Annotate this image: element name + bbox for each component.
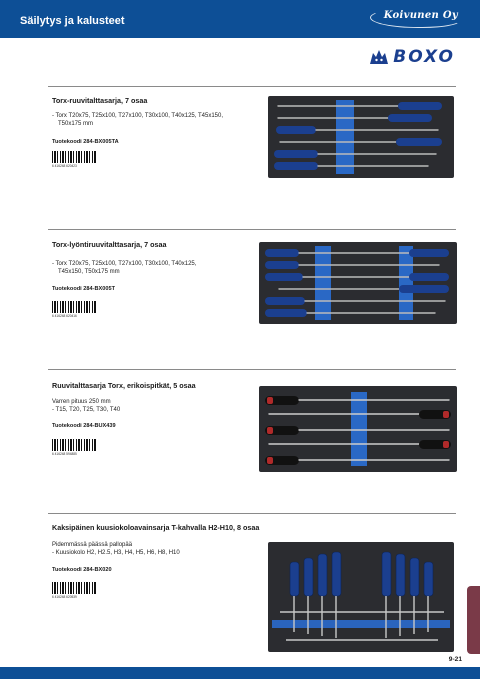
barcode-bars [52, 151, 96, 163]
product-code: Tuotekoodi 284-BX005T [52, 286, 115, 292]
barcode [52, 301, 96, 321]
divider [48, 229, 456, 230]
product-title: Torx-lyöntiruuvitalttasarja, 7 osaa [52, 240, 167, 249]
barcode-bars [52, 439, 96, 451]
desc-line: Varren pituus 250 mm [52, 399, 111, 405]
product-title: Kaksipäinen kuusiokoloavainsarja T-kahvalla H2-H10, 8 osaa [52, 523, 260, 532]
chapter-tab [467, 586, 480, 654]
barcode-number: 6 416248 620416 [52, 314, 77, 318]
barcode [52, 439, 96, 459]
product-description [52, 112, 223, 128]
desc-line: - Torx T20x75, T25x100, T27x100, T30x100, T40x125, [52, 261, 197, 267]
barcode-number: 6 416248 594885 [52, 452, 77, 456]
barcode [52, 151, 96, 171]
koivunen-logo: Koivunen Oy [383, 10, 458, 21]
barcode-number: 6 416248 620423 [52, 164, 77, 168]
footer-bar [0, 667, 480, 679]
desc-line: Pidemmässä päässä pallopää [52, 542, 133, 548]
divider [48, 513, 456, 514]
product-image-long-torx-set [259, 386, 457, 472]
desc-line: - T15, T20, T25, T30, T40 [52, 407, 121, 414]
desc-line: T45x150, T50x175 mm [58, 269, 120, 276]
product-image-hex-key-set [268, 542, 454, 652]
desc-line: T50x175 mm [58, 121, 94, 128]
product-image-impact-set [259, 242, 457, 324]
section-title: Säilytys ja kalusteet [20, 15, 125, 27]
page-header [0, 0, 480, 38]
barcode-bars [52, 582, 96, 594]
product-code: Tuotekoodi 284-BX020 [52, 567, 112, 573]
barcode [52, 582, 96, 602]
product-title: Ruuvitalttasarja Torx, erikoispitkät, 5 osaa [52, 381, 196, 390]
desc-line: - Torx T20x75, T25x100, T27x100, T30x100, T40x125, T45x150, [52, 113, 224, 119]
product-description [52, 398, 120, 414]
product-title: Torx-ruuvitalttasarja, 7 osaa [52, 96, 148, 105]
wolf-icon [369, 49, 389, 65]
barcode-bars [52, 301, 96, 313]
product-code: Tuotekoodi 284-BX005TA [52, 139, 119, 145]
product-code: Tuotekoodi 284-BUX439 [52, 423, 116, 429]
product-image-torx-set [268, 96, 454, 178]
product-description [52, 260, 196, 276]
desc-line: - Kuusiokolo H2, H2.5, H3, H4, H5, H6, H8, H10 [52, 550, 180, 557]
boxo-wordmark: BOXO [393, 47, 455, 67]
divider [48, 369, 456, 370]
boxo-logo [369, 47, 455, 67]
page-number: 9-21 [448, 656, 462, 663]
barcode-number: 6 416248 620539 [52, 595, 77, 599]
product-description [52, 541, 180, 557]
divider [48, 86, 456, 87]
